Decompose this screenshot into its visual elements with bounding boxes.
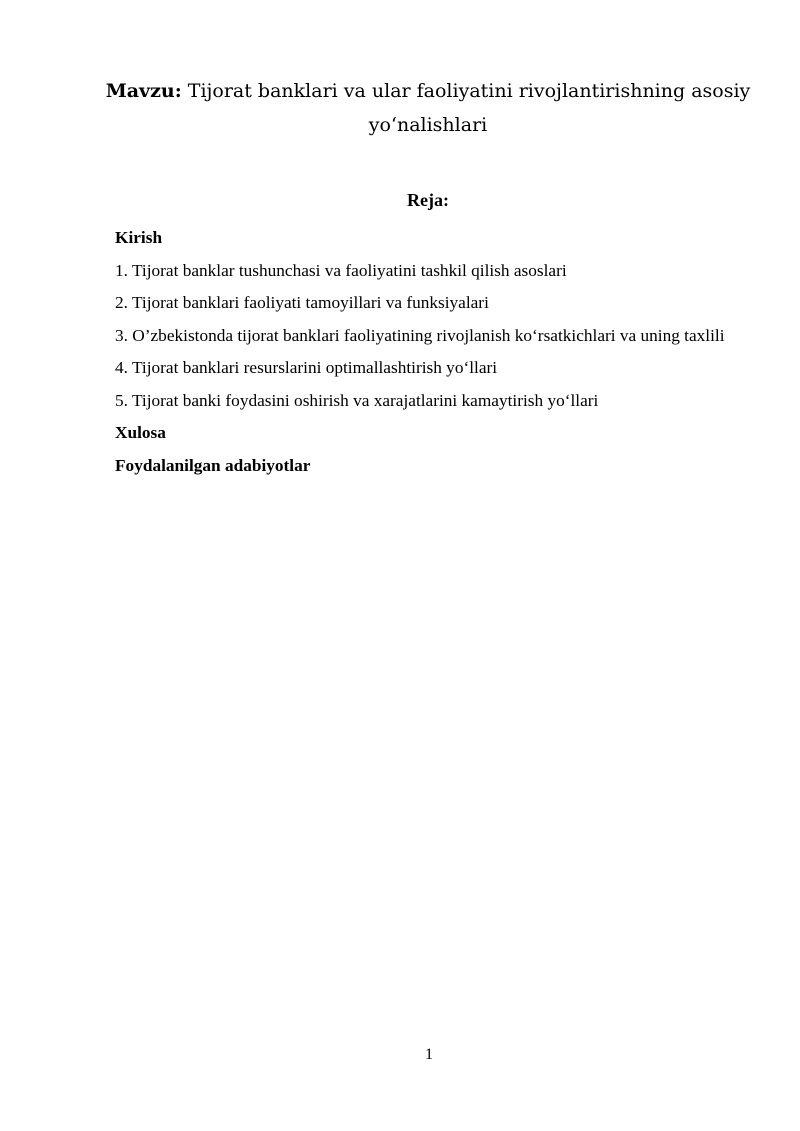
toc-item-2: 2. Tijorat banklari faoliyati tamoyillari va funksiyalari bbox=[115, 293, 489, 312]
title-text: Tijorat banklari va ular faoliyatini rivojlantirishning asosiy yo‘nalishlari bbox=[187, 80, 751, 136]
toc-item-3: 3. O’zbekistonda tijorat banklari faoliyatining rivojlanish ko‘rsatkichlari va uning taxlili bbox=[115, 325, 725, 345]
document-title bbox=[100, 74, 756, 142]
table-of-contents bbox=[115, 222, 745, 482]
title-label: Mavzu: bbox=[105, 80, 182, 102]
toc-item-introduction: Kirish bbox=[115, 228, 163, 247]
page-number: 1 bbox=[425, 1046, 433, 1063]
toc-item-5: 5. Tijorat banki foydasini oshirish va xarajatlarini kamaytirish yo‘llari bbox=[115, 390, 599, 410]
toc-item-4: 4. Tijorat banklari resurslarini optimallashtirish yo‘llari bbox=[115, 358, 498, 377]
toc-item-conclusion: Xulosa bbox=[115, 423, 166, 442]
plan-heading: Reja: bbox=[407, 190, 449, 210]
toc-item-1: 1. Tijorat banklar tushunchasi va faoliyatini tashkil qilish asoslari bbox=[115, 260, 567, 280]
toc-item-references: Foydalanilgan adabiyotlar bbox=[115, 455, 311, 475]
